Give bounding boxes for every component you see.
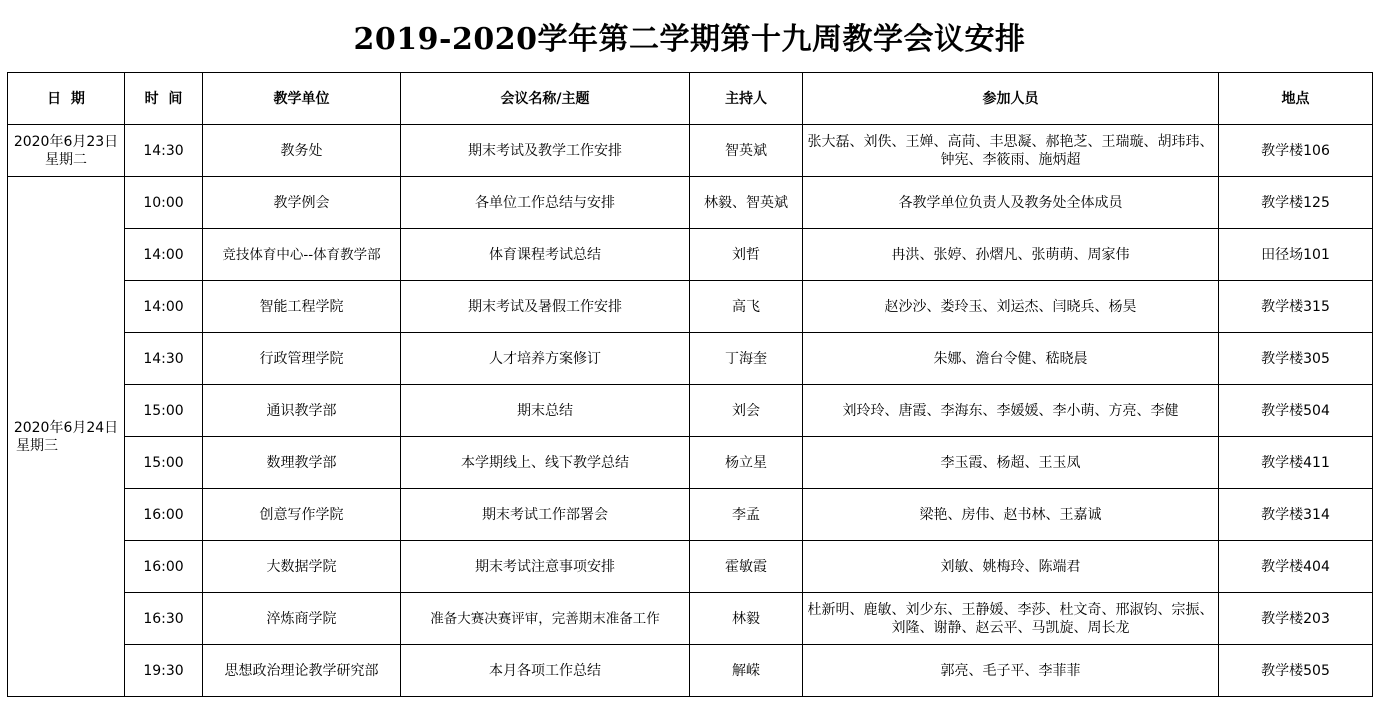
location-cell: 教学楼314 <box>1219 489 1373 541</box>
host-cell: 杨立星 <box>690 437 803 489</box>
time-cell: 14:00 <box>125 281 203 333</box>
participants-cell: 各教学单位负责人及教务处全体成员 <box>803 177 1219 229</box>
time-cell: 16:30 <box>125 593 203 645</box>
participants-cell: 冉洪、张婷、孙熠凡、张萌萌、周家伟 <box>803 229 1219 281</box>
location-cell: 教学楼305 <box>1219 333 1373 385</box>
weekday-text: 星期三 <box>16 437 58 454</box>
participants-cell: 刘玲玲、唐霞、李海东、李媛媛、李小萌、方亮、李健 <box>803 385 1219 437</box>
date-text: 2020年6月23日 <box>13 133 119 150</box>
unit-cell: 教学例会 <box>203 177 401 229</box>
topic-cell: 期末考试工作部署会 <box>401 489 690 541</box>
host-cell: 解嵘 <box>690 645 803 697</box>
host-cell: 刘哲 <box>690 229 803 281</box>
weekday-text: 星期二 <box>45 151 87 168</box>
participants-cell: 李玉霞、杨超、王玉凤 <box>803 437 1219 489</box>
unit-cell: 行政管理学院 <box>203 333 401 385</box>
location-cell: 教学楼505 <box>1219 645 1373 697</box>
table-row <box>8 229 1373 281</box>
header-host: 主持人 <box>690 73 803 125</box>
unit-cell: 大数据学院 <box>203 541 401 593</box>
time-cell: 19:30 <box>125 645 203 697</box>
location-cell: 教学楼106 <box>1219 125 1373 177</box>
unit-cell: 教务处 <box>203 125 401 177</box>
time-cell: 14:00 <box>125 229 203 281</box>
time-cell: 15:00 <box>125 385 203 437</box>
topic-cell: 期末考试注意事项安排 <box>401 541 690 593</box>
time-cell: 10:00 <box>125 177 203 229</box>
host-cell: 丁海奎 <box>690 333 803 385</box>
participants-cell: 刘敏、姚梅玲、陈端君 <box>803 541 1219 593</box>
date-cell <box>8 125 125 177</box>
date-text: 2020年6月24日 <box>13 419 119 436</box>
host-cell: 李孟 <box>690 489 803 541</box>
location-cell: 教学楼125 <box>1219 177 1373 229</box>
unit-cell: 智能工程学院 <box>203 281 401 333</box>
topic-cell: 本学期线上、线下教学总结 <box>401 437 690 489</box>
unit-cell: 通识教学部 <box>203 385 401 437</box>
table-row <box>8 125 1373 177</box>
topic-cell: 体育课程考试总结 <box>401 229 690 281</box>
participants-cell: 张大磊、刘佚、王婵、高苘、丰思凝、郝艳芝、王瑞璇、胡玮玮、钟宪、李筱雨、施炳超 <box>803 125 1219 177</box>
header-location: 地点 <box>1219 73 1373 125</box>
participants-cell: 赵沙沙、娄玲玉、刘运杰、闫晓兵、杨昊 <box>803 281 1219 333</box>
host-cell: 林毅、智英斌 <box>690 177 803 229</box>
location-cell: 教学楼404 <box>1219 541 1373 593</box>
header-topic: 会议名称/主题 <box>401 73 690 125</box>
host-cell: 霍敏霞 <box>690 541 803 593</box>
location-cell: 田径场101 <box>1219 229 1373 281</box>
unit-cell: 淬炼商学院 <box>203 593 401 645</box>
header-time: 时 间 <box>125 73 203 125</box>
time-cell: 14:30 <box>125 333 203 385</box>
meeting-schedule-table <box>7 72 1373 697</box>
page-title: 2019-2020学年第二学期第十九周教学会议安排 <box>353 22 1026 57</box>
header-row <box>8 73 1373 125</box>
time-cell: 16:00 <box>125 489 203 541</box>
table-row <box>8 177 1373 229</box>
date-cell <box>8 177 125 697</box>
unit-cell: 数理教学部 <box>203 437 401 489</box>
table-row <box>8 281 1373 333</box>
table-row <box>8 541 1373 593</box>
location-cell: 教学楼411 <box>1219 437 1373 489</box>
table-row <box>8 385 1373 437</box>
topic-cell: 期末总结 <box>401 385 690 437</box>
unit-cell: 思想政治理论教学研究部 <box>203 645 401 697</box>
participants-cell: 郭亮、毛子平、李菲菲 <box>803 645 1219 697</box>
participants-cell: 朱娜、澹台令健、嵇晓晨 <box>803 333 1219 385</box>
topic-cell: 人才培养方案修订 <box>401 333 690 385</box>
time-cell: 14:30 <box>125 125 203 177</box>
host-cell: 智英斌 <box>690 125 803 177</box>
host-cell: 刘会 <box>690 385 803 437</box>
table-row <box>8 593 1373 645</box>
topic-cell: 期末考试及暑假工作安排 <box>401 281 690 333</box>
host-cell: 高飞 <box>690 281 803 333</box>
time-cell: 15:00 <box>125 437 203 489</box>
unit-cell: 竞技体育中心--体育教学部 <box>203 229 401 281</box>
header-date: 日 期 <box>8 73 125 125</box>
participants-cell: 梁艳、房伟、赵书林、王嘉诚 <box>803 489 1219 541</box>
table-row <box>8 333 1373 385</box>
table-row <box>8 437 1373 489</box>
location-cell: 教学楼504 <box>1219 385 1373 437</box>
location-cell: 教学楼203 <box>1219 593 1373 645</box>
time-cell: 16:00 <box>125 541 203 593</box>
participants-cell: 杜新明、鹿敏、刘少东、王静媛、李莎、杜文奇、邢淑钧、宗振、刘隆、谢静、赵云平、马凯旋、周长龙 <box>803 593 1219 645</box>
header-unit: 教学单位 <box>203 73 401 125</box>
topic-cell: 本月各项工作总结 <box>401 645 690 697</box>
header-participants: 参加人员 <box>803 73 1219 125</box>
location-cell: 教学楼315 <box>1219 281 1373 333</box>
unit-cell: 创意写作学院 <box>203 489 401 541</box>
table-row <box>8 489 1373 541</box>
host-cell: 林毅 <box>690 593 803 645</box>
topic-cell: 期末考试及教学工作安排 <box>401 125 690 177</box>
topic-cell: 各单位工作总结与安排 <box>401 177 690 229</box>
table-row <box>8 645 1373 697</box>
topic-cell: 准备大赛决赛评审，完善期末准备工作 <box>401 593 690 645</box>
